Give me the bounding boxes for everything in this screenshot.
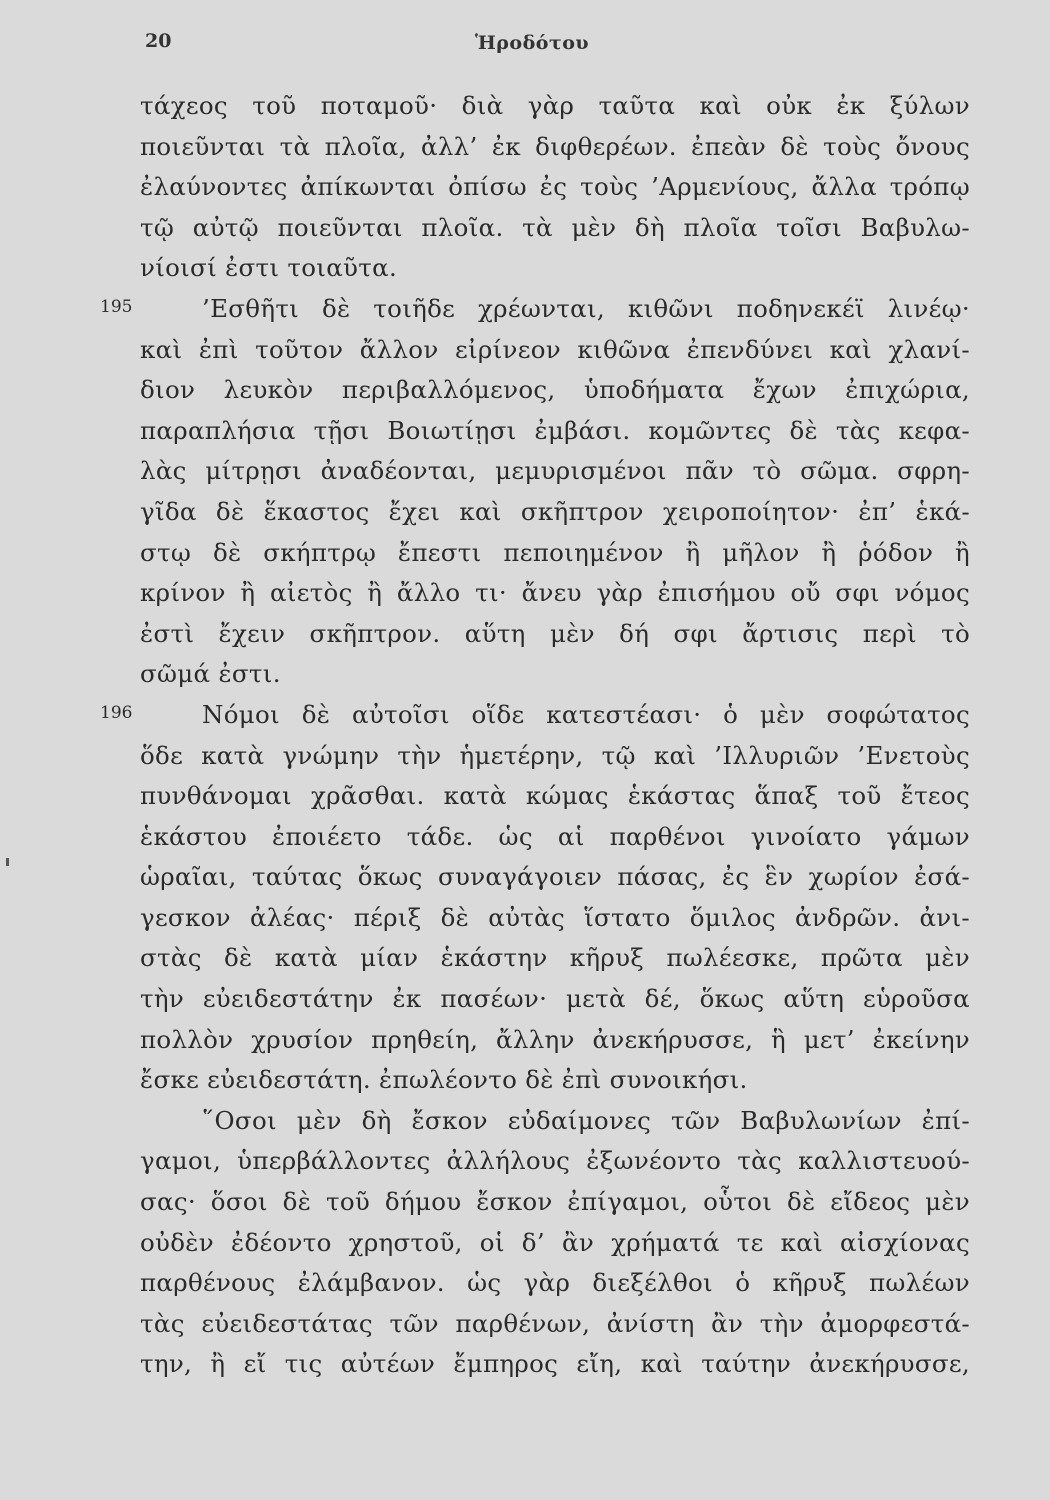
text-line [140, 167, 970, 208]
line-text: ἔσκε εὐειδεστάτη. ἐπωλέοντο δὲ ἐπὶ συνοικήσι. [140, 1065, 748, 1095]
text-line [100, 289, 970, 330]
text-line [140, 492, 970, 533]
line-text: σας· ὅσοι δὲ τοῦ δήμου ἔσκον ἐπίγαμοι, οὗτοι δὲ εἴδεος μὲν [140, 1187, 970, 1217]
running-title: Ἡροδότου [475, 32, 590, 54]
text-line [140, 127, 970, 168]
text-line [100, 695, 970, 736]
text-line [140, 654, 970, 695]
line-text: παρθένους ἐλάμβανον. ὡς γὰρ διεξέλθοι ὁ κῆρυξ πωλέων [140, 1268, 970, 1298]
text-line [140, 573, 970, 614]
text-line [140, 248, 970, 289]
line-text: νίοισί ἐστι τοιαῦτα. [140, 253, 398, 283]
line-text: ὅδε κατὰ γνώμην τὴν ἡμετέρην, τῷ καὶ ’Ιλλυριῶν ’Ενετοὺς [140, 740, 970, 770]
text-line [140, 1060, 970, 1101]
line-text: ποιεῦνται τὰ πλοῖα, ἀλλ’ ἐκ διφθερέων. ἐπεὰν δὲ τοὺς ὄνους [140, 131, 970, 161]
text-line [140, 938, 970, 979]
text-line [140, 979, 970, 1020]
text-line [140, 1141, 970, 1182]
text-line [140, 330, 970, 371]
line-text: ἐλαύνοντες ἀπίκωνται ὀπίσω ἐς τοὺς ’Αρμενίους, ἄλλα τρόπῳ [140, 172, 970, 202]
text-line [140, 1223, 970, 1264]
line-text: πολλὸν χρυσίον πρηθείη, ἄλλην ἀνεκήρυσσε, ἣ μετ’ ἐκείνην [140, 1024, 970, 1054]
text-line [140, 776, 970, 817]
text-line [140, 1101, 970, 1142]
line-text: διον λευκὸν περιβαλλόμενος, ὑποδήματα ἔχων ἐπιχώρια, [140, 375, 970, 405]
line-text: τὰς εὐειδεστάτας τῶν παρθένων, ἀνίστη ἂν τὴν ἀμορφεστά- [140, 1308, 970, 1338]
line-text: τάχεος τοῦ ποταμοῦ· διὰ γὰρ ταῦτα καὶ οὐκ ἐκ ξύλων [140, 91, 970, 120]
line-text: ’Εσθῆτι δὲ τοιῆδε χρέωνται, κιθῶνι ποδηνεκέϊ λινέῳ· [202, 293, 970, 323]
text-line [140, 898, 970, 939]
text-line [140, 533, 970, 574]
line-text: γεσκον ἀλέας· πέριξ δὲ αὐτὰς ἵστατο ὅμιλος ἀνδρῶν. ἀνι- [140, 902, 970, 932]
line-text: στὰς δὲ κατὰ μίαν ἑκάστην κῆρυξ πωλέεσκε, πρῶτα μὲν [140, 943, 970, 973]
line-text: στῳ δὲ σκήπτρῳ ἔπεστι πεποιημένον ἢ μῆλον ἢ ῥόδον ἢ [140, 537, 970, 567]
line-text: κρίνον ἢ αἰετὸς ἢ ἄλλο τι· ἄνευ γὰρ ἐπισήμου οὔ σφι νόμος [140, 578, 970, 608]
text-line [140, 451, 970, 492]
text-line [140, 857, 970, 898]
line-text: παραπλήσια τῇσι Βοιωτίῃσι ἐμβάσι. κομῶντες δὲ τὰς κεφα- [140, 415, 970, 445]
text-line [140, 1182, 970, 1223]
line-text: ῞Οσοι μὲν δὴ ἔσκον εὐδαίμονες τῶν Βαβυλωνίων ἐπί- [202, 1105, 970, 1135]
line-text: την, ἢ εἴ τις αὐτέων ἔμπηρος εἴη, καὶ ταύτην ἀνεκήρυσσε, [140, 1349, 970, 1379]
text-line [140, 86, 970, 127]
margin-mark [6, 858, 9, 866]
text-line [140, 1344, 970, 1385]
body-text [100, 86, 970, 1385]
line-text: ἐστὶ ἔχειν σκῆπτρον. αὕτη μὲν δή σφι ἄρτισις περὶ τὸ [140, 618, 970, 648]
text-line [140, 1020, 970, 1061]
text-line [140, 1263, 970, 1304]
line-text: τὴν εὐειδεστάτην ἐκ πασέων· μετὰ δέ, ὅκως αὕτη εὑροῦσα [140, 984, 970, 1014]
text-line [140, 817, 970, 858]
page-number: 20 [145, 30, 172, 52]
line-text: λὰς μίτρῃσι ἀναδέονται, μεμυρισμένοι πᾶν τὸ σῶμα. σφρη- [140, 456, 970, 486]
text-line [140, 411, 970, 452]
line-text: τῷ αὐτῷ ποιεῦνται πλοῖα. τὰ μὲν δὴ πλοῖα τοῖσι Βαβυλω- [140, 212, 970, 242]
section-number: 195 [100, 296, 133, 317]
line-text: Νόμοι δὲ αὐτοῖσι οἵδε κατεστέασι· ὁ μὲν σοφώτατος [202, 699, 970, 729]
text-line [140, 736, 970, 777]
line-text: γαμοι, ὑπερβάλλοντες ἀλλήλους ἐξωνέοντο τὰς καλλιστευού- [140, 1146, 970, 1176]
text-line [140, 208, 970, 249]
line-text: γῖδα δὲ ἕκαστος ἔχει καὶ σκῆπτρον χειροποίητον· ἐπ’ ἑκά- [140, 496, 970, 526]
line-text: οὐδὲν ἐδέοντο χρηστοῦ, οἱ δ’ ἂν χρήματά τε καὶ αἰσχίονας [140, 1227, 970, 1257]
page-header [145, 30, 965, 60]
line-text: ὡραῖαι, ταύτας ὅκως συναγάγοιεν πάσας, ἐς ἓν χωρίον ἐσά- [140, 862, 970, 892]
line-text: ἑκάστου ἐποιέετο τάδε. ὡς αἱ παρθένοι γινοίατο γάμων [140, 821, 970, 851]
line-text: καὶ ἐπὶ τοῦτον ἄλλον εἰρίνεον κιθῶνα ἐπενδύνει καὶ χλανί- [140, 334, 970, 364]
text-line [140, 1304, 970, 1345]
line-text: πυνθάνομαι χρᾶσθαι. κατὰ κώμας ἑκάστας ἅπαξ τοῦ ἔτεος [140, 781, 970, 811]
text-line [140, 614, 970, 655]
section-number: 196 [100, 702, 133, 723]
line-text: σῶμά ἐστι. [140, 659, 281, 689]
text-line [140, 370, 970, 411]
